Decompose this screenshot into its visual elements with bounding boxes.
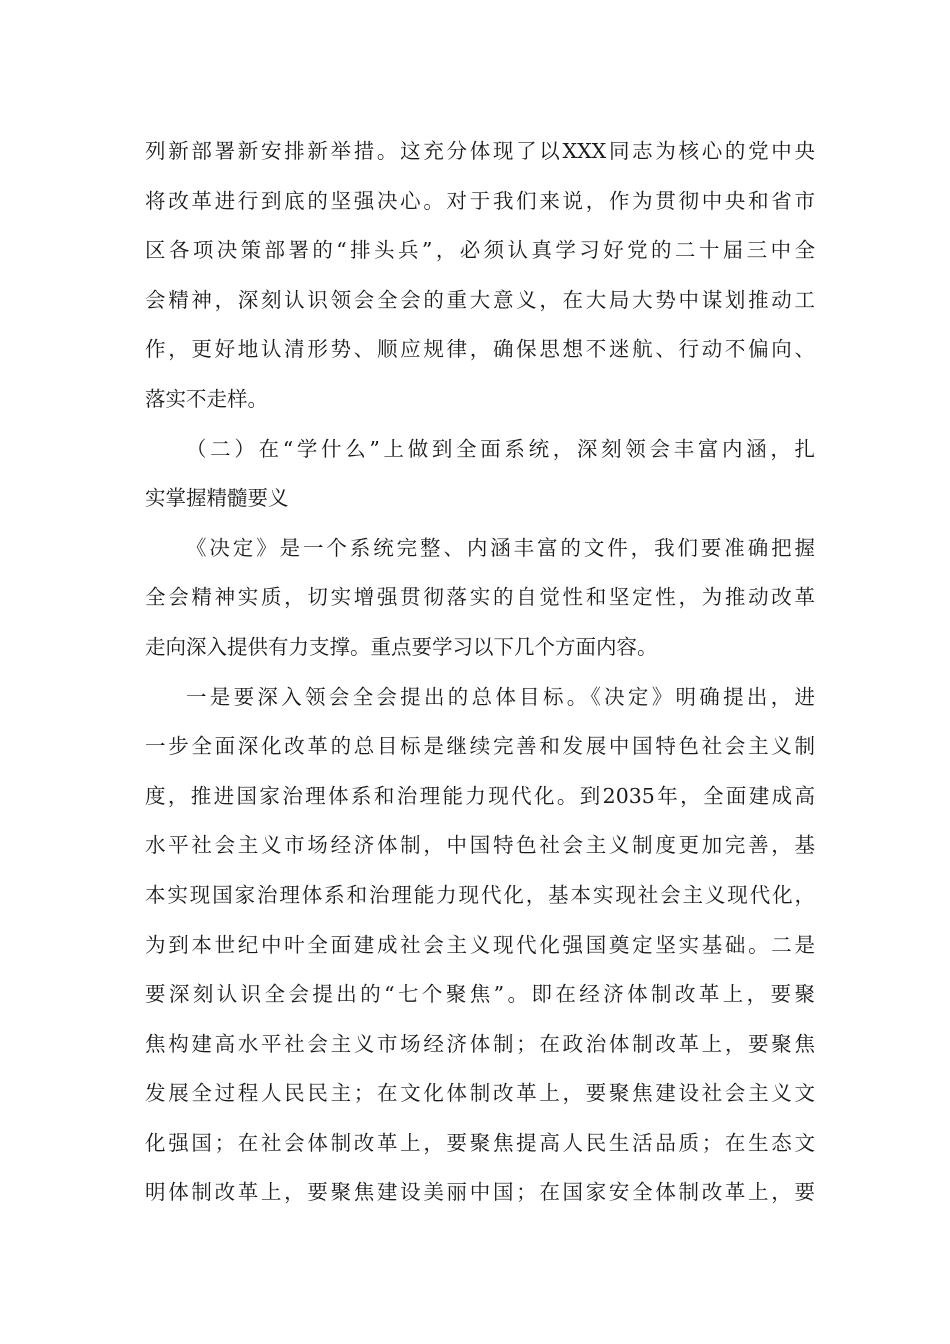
text-line: 区各项决策部署的“排头兵”，必须认真学习好党的二十届三中全 [145, 238, 815, 263]
text-line: 明体制改革上，要聚焦建设美丽中国；在国家安全体制改革上，要 [145, 1180, 815, 1205]
text-line: 将改革进行到底的坚强决心。对于我们来说，作为贯彻中央和省市 [145, 188, 815, 213]
text-line: 发展全过程人民民主；在文化体制改革上，要聚焦建设社会主义文 [145, 1081, 815, 1106]
text-line: 本实现国家治理体系和治理能力现代化，基本实现社会主义现代化， [145, 882, 815, 907]
text-line: 为到本世纪中叶全面建成社会主义现代化强国奠定坚实基础。二是 [145, 932, 815, 957]
text-line: 度，推进国家治理体系和治理能力现代化。到2035年，全面建成高 [145, 783, 815, 808]
section-heading-line: 实掌握精髓要义 [145, 486, 289, 511]
text-line: 水平社会主义市场经济体制，中国特色社会主义制度更加完善，基 [145, 833, 815, 858]
text-line: 走向深入提供有力支撑。重点要学习以下几个方面内容。 [145, 634, 658, 659]
text-line: 列新部署新安排新举措。这充分体现了以XXX同志为核心的党中央 [145, 139, 815, 163]
text-line: 会精神，深刻认识领会全会的重大意义，在大局大势中谋划推动工 [145, 287, 815, 312]
document-body [145, 127, 815, 1218]
text-line: 《决定》是一个系统完整、内涵丰富的文件，我们要准确把握 [186, 535, 815, 560]
text-line: 作，更好地认清形势、顺应规律，确保思想不迷航、行动不偏向、 [145, 337, 815, 362]
text-line: 落实不走样。 [145, 386, 268, 411]
section-heading-line: （二）在“学什么”上做到全面系统，深刻领会丰富内涵，扎 [186, 436, 815, 461]
text-line: 化强国；在社会体制改革上，要聚焦提高人民生活品质；在生态文 [145, 1130, 815, 1155]
text-line: 焦构建高水平社会主义市场经济体制；在政治体制改革上，要聚焦 [145, 1031, 815, 1056]
text-line: 全会精神实质，切实增强贯彻落实的自觉性和坚定性，为推动改革 [145, 585, 815, 610]
text-line: 一是要深入领会全会提出的总体目标。《决定》明确提出，进 [186, 684, 815, 709]
text-line: 一步全面深化改革的总目标是继续完善和发展中国特色社会主义制 [145, 734, 815, 759]
text-line: 要深刻认识全会提出的“七个聚焦”。即在经济体制改革上，要聚 [145, 982, 815, 1007]
